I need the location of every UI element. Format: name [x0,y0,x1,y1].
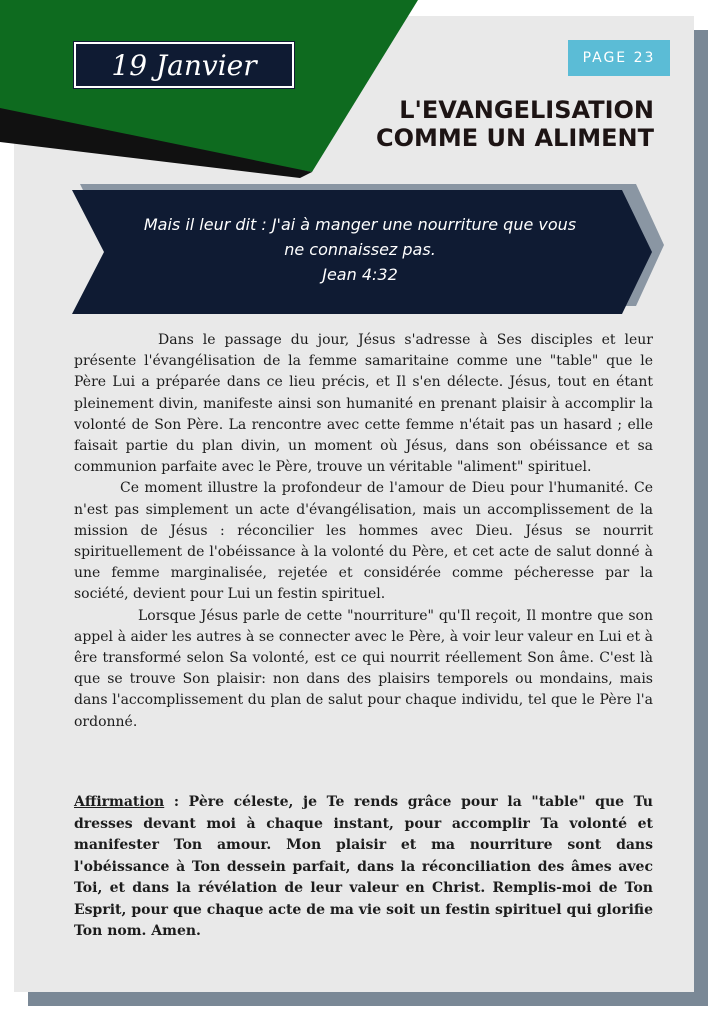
paragraph-2: Ce moment illustre la profondeur de l'amour de Dieu pour l'humanité. Ce n'est pas simplement un acte d'évangélisation, mais un accomplissement de la mission de Jésus : réconcilier les hommes avec Dieu. Jésus se nourrit spirituellement de l'obéissance à la volonté du Père, et cet acte de salut donné à une femme marginalisée, rejetée et considérée comme pécheresse par la société, devient pour Lui un festin spirituel. [74,480,653,603]
devotional-body [74,330,653,733]
affirmation-block [74,792,653,943]
date-label: 19 Janvier [74,42,294,88]
page-number-badge: PAGE 23 [568,40,670,76]
verse-line-2: ne connaissez pas. [284,240,436,259]
affirmation-text: : Père céleste, je Te rends grâce pour la "table" que Tu dresses devant moi à chaque instant, pour accomplir Ta volonté et manifester Ton amour. Mon plaisir et ma nourriture sont dans l'obéissance à Ton dessein parfait, dans la réconciliation des âmes avec Toi, et dans la révélation de leur valeur en Christ. Remplis-moi de Ton Esprit, pour que chaque acte de ma vie soit un festin spirituel qui glorifie Ton nom. Amen. [74,794,653,939]
paragraph-3: Lorsque Jésus parle de cette "nourriture" qu'Il reçoit, Il montre que son appel à aider les autres à se connecter avec le Père, à voir leur valeur en Lui et à êre transformé selon Sa volonté, est ce qui nourrit réellement Son âme. C'est là que se trouve Son plaisir: non dans des plaisirs temporels ou mondains, mais dans l'accomplissement du plan de salut pour chaque individu, tel que le Père l'a ordonné. [74,607,653,730]
title-line-1: L'EVANGELISATION [399,96,654,124]
page-title [360,96,654,152]
verse-text [130,212,590,287]
title-line-2: COMME UN ALIMENT [376,124,654,152]
green-corner-decoration [0,0,440,180]
verse-line-1: Mais il leur dit : J'ai à manger une nourriture que vous [143,215,577,234]
verse-reference: Jean 4:32 [322,265,398,284]
paragraph-1: Dans le passage du jour, Jésus s'adresse à Ses disciples et leur présente l'évangélisation de la femme samaritaine comme une "table" que le Père Lui a préparée dans ce lieu précis, et Il s'en délecte. Jésus, tout en étant pleinement divin, manifeste ainsi son humanité en prenant plaisir à accomplir la volonté de Son Père. La rencontre avec cette femme n'était pas un hasard ; elle faisait partie du plan divin, un moment où Jésus, dans son obéissance et sa communion parfaite avec le Père, trouve un véritable "aliment" spirituel. [74,332,653,476]
affirmation-label: Affirmation [74,794,165,810]
